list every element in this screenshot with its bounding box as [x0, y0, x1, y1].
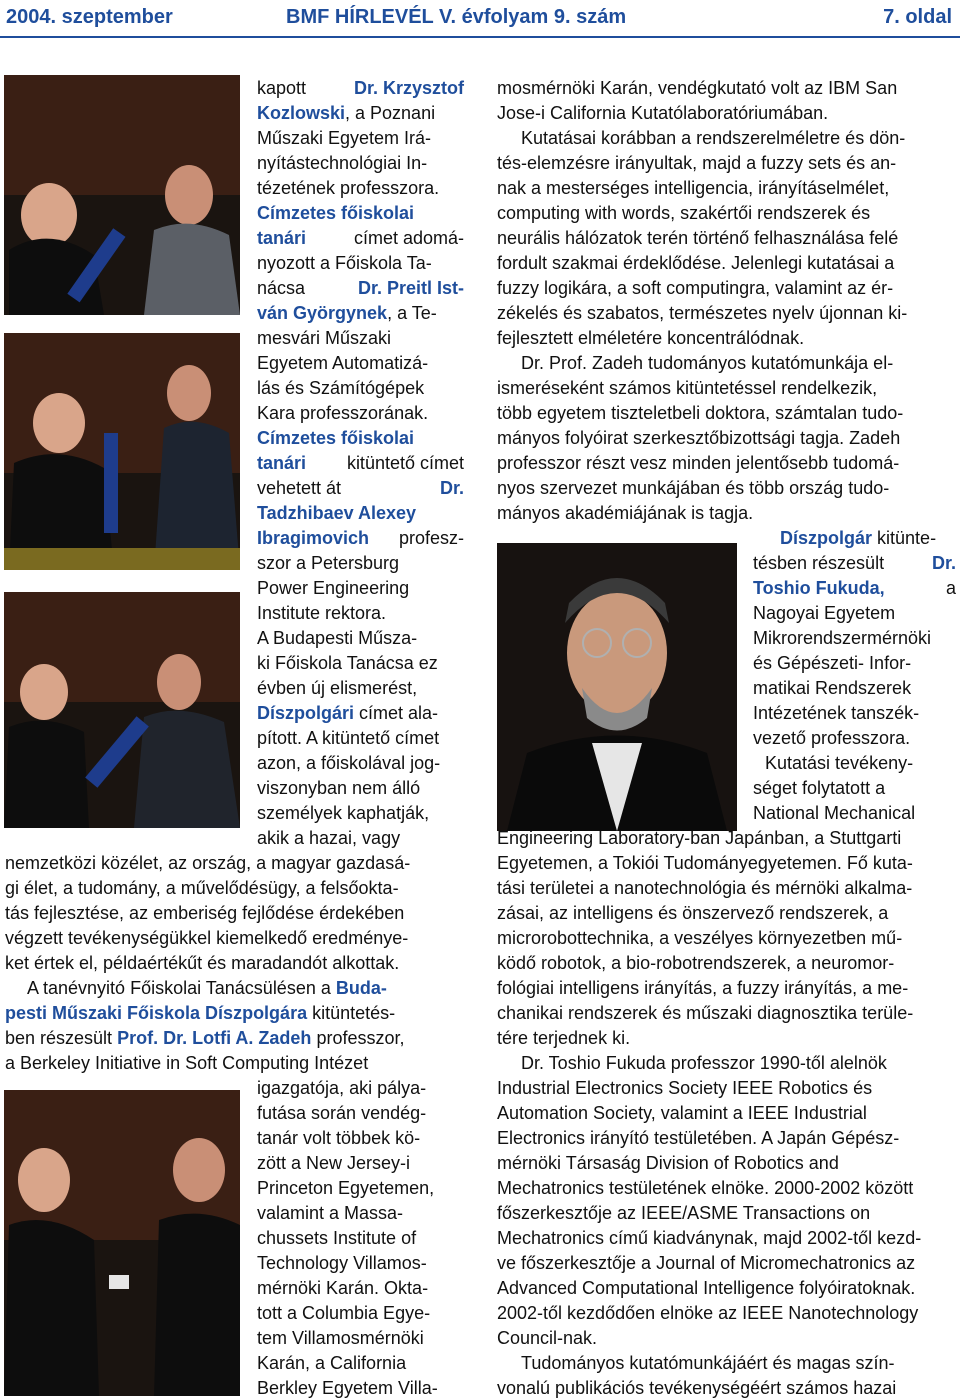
ceremony-photo-icon — [4, 592, 240, 828]
text-line: szor a Petersburg — [257, 553, 400, 573]
ceremony-photo-4 — [4, 1090, 240, 1396]
text-line: Címzetes főiskolai — [257, 203, 415, 223]
header-title: BMF HÍRLEVÉL V. évfolyam 9. szám — [286, 6, 627, 28]
text-line: azon, a főiskolával jog- — [257, 753, 441, 773]
text-line: 2002-től kezdődően elnöke az IEEE Nanotechnology — [497, 1303, 919, 1323]
text-line: mányos akadémiájának is tagja. — [497, 503, 754, 523]
ceremony-photo-3 — [4, 592, 240, 828]
text-line: tanári címet adomá- — [257, 228, 464, 248]
text-line: fejlesztett elméletére koncentrálódnak. — [497, 328, 805, 348]
text-line: több egyetem tiszteletbeli doktora, számtalan tudo- — [497, 403, 904, 423]
text-line: igazgatója, aki pálya- — [257, 1078, 427, 1098]
text-line: Toshio Fukuda, a — [753, 578, 956, 598]
text-line: ket értek el, példaértékűt és maradandót alkottak. — [5, 953, 400, 973]
text-line: Intézetének tanszék- — [753, 703, 920, 723]
text-line: ki Főiskola Tanácsa ez — [257, 653, 438, 673]
text-line: Kara professzorának. — [257, 403, 429, 423]
text-line: ködő robotok, a bio-robotrendszerek, a neuromor- — [497, 953, 895, 973]
text-line: személyek kaphatják, — [257, 803, 430, 823]
text-line: Díszpolgár kitünte- — [780, 528, 937, 548]
text-line: fuzzy logikára, a soft computingra, valamint az ér- — [497, 278, 894, 298]
text-line: Jose-i California Kutatólaboratóriumában. — [497, 103, 829, 123]
text-line: tem Villamosmérnöki — [257, 1328, 424, 1348]
text-line: chanikai rendszerek és műszaki diagnosztika terüle- — [497, 1003, 914, 1023]
text-line: mesvári Műszaki — [257, 328, 392, 348]
text-line: Berkley Egyetem Villa- — [257, 1378, 438, 1398]
text-line: tézetének professzora. — [257, 178, 440, 198]
text-line: Tadzhibaev Alexey — [257, 503, 417, 523]
text-line: mosmérnöki Karán, vendégkutató volt az IBM San — [497, 78, 898, 98]
text-line: fológiai intelligens irányítás, a fuzzy irányítás, a me- — [497, 978, 909, 998]
text-line: computing with words, szakértői rendszerek és — [497, 203, 871, 223]
text-line: nácsa Dr. Preitl Ist- — [257, 278, 464, 298]
text-line: Engineering Laboratory-ban Japánban, a Stuttgarti — [497, 828, 902, 848]
text-line: mérnöki Társaság Division of Robotics and — [497, 1153, 839, 1173]
text-line: Power Engineering — [257, 578, 410, 598]
text-line: Kutatási tevékeny- — [765, 753, 914, 773]
text-line: Mechatronics című kiadványnak, majd 2002-től kezd- — [497, 1228, 922, 1248]
ceremony-photo-1 — [4, 75, 240, 315]
text-line: Technology Villamos- — [257, 1253, 427, 1273]
text-line: Mechatronics testületének elnöke. 2000-2002 között — [497, 1178, 914, 1198]
text-line: Karán, a California — [257, 1353, 407, 1373]
text-line: chussets Institute of — [257, 1228, 417, 1248]
text-line: Díszpolgári címet ala- — [257, 703, 439, 723]
text-line: Ibragimovich profesz- — [257, 528, 464, 548]
text-line: pesti Műszaki Főiskola Díszpolgára kitüntetés- — [5, 1003, 396, 1023]
text-line: matikai Rendszerek — [753, 678, 912, 698]
text-line: Dr. Prof. Zadeh tudományos kutatómunkája el- — [521, 353, 894, 373]
text-line: Nagoyai Egyetem — [753, 603, 896, 623]
text-line: ván Györgynek, a Te- — [257, 303, 437, 323]
text-line: tésben részesült Dr. — [753, 553, 956, 573]
text-line: pított. A kitüntető címet — [257, 728, 440, 748]
text-line: nyozott a Főiskola Ta- — [257, 253, 432, 273]
text-line: nyos szervezet munkájában és több ország tudo- — [497, 478, 890, 498]
text-line: tére terjednek ki. — [497, 1028, 631, 1048]
header-date: 2004. szeptember — [6, 6, 173, 28]
text-line: főszerkesztője az IEEE/ASME Transactions on — [497, 1203, 871, 1223]
portrait-photo-icon — [497, 543, 737, 831]
ceremony-photo-icon — [4, 333, 240, 570]
text-line: neurális hálózatok terén történő felhasználása felé — [497, 228, 899, 248]
text-line: nyítástechnológiai In- — [257, 153, 428, 173]
text-line: tés-elemzésre irányultak, majd a fuzzy sets és an- — [497, 153, 897, 173]
text-line: tott a Columbia Egye- — [257, 1303, 431, 1323]
text-line: és Gépészeti- Infor- — [753, 653, 912, 673]
text-line: Electronics irányító testületében. A Japán Gépész- — [497, 1128, 900, 1148]
text-line: valamint a Massa- — [257, 1203, 404, 1223]
ceremony-photo-icon — [4, 75, 240, 315]
text-line: tanár volt többek kö- — [257, 1128, 421, 1148]
text-line: Kutatásai korábban a rendszerelméletre és dön- — [521, 128, 906, 148]
text-line: mányos folyóirat szerkesztőbizottsági tagja. Zadeh — [497, 428, 901, 448]
text-line: microrobottechnika, a veszélyes környezetben mű- — [497, 928, 903, 948]
text-line: viszonyban nem álló — [257, 778, 421, 798]
text-line: végzett tevékenységükkel kiemelkedő eredménye- — [5, 928, 409, 948]
text-line: ve főszerkesztője a Journal of Micromechatronics az — [497, 1253, 916, 1273]
text-line: futása során vendég- — [257, 1103, 427, 1123]
text-line: Műszaki Egyetem Irá- — [257, 128, 432, 148]
text-line: a Berkeley Initiative in Soft Computing Intézet — [5, 1053, 369, 1073]
text-line: mérnöki Karán. Okta- — [257, 1278, 429, 1298]
header-page-number: 7. oldal — [883, 6, 952, 28]
text-line: ismeréseként számos kitüntetéssel rendelkezik, — [497, 378, 878, 398]
text-line: vehetett át Dr. — [257, 478, 464, 498]
text-line: zásai, az intelligens és önszervező rendszerek, a — [497, 903, 889, 923]
text-line: Kozlowski, a Poznani — [257, 103, 436, 123]
text-line: A Budapesti Műsza- — [257, 628, 418, 648]
text-line: Institute rektora. — [257, 603, 387, 623]
text-line: Mikrorendszermérnöki — [753, 628, 932, 648]
text-line: vonalú publikációs tevékenységéért számos hazai — [497, 1378, 897, 1398]
page-header — [0, 0, 960, 38]
portrait-photo — [497, 543, 737, 831]
text-line: Címzetes főiskolai — [257, 428, 415, 448]
text-line: tanári kitüntető címet — [257, 453, 464, 473]
text-line: Advanced Computational Intelligence folyóiratoknak. — [497, 1278, 916, 1298]
text-line: professzor részt vesz minden jelentősebb tudomá- — [497, 453, 900, 473]
text-line: fordult szakmai érdeklődése. Jelenlegi kutatásai a — [497, 253, 895, 273]
text-line: vezető professzora. — [753, 728, 911, 748]
text-line: Egyetem Automatizá- — [257, 353, 429, 373]
text-line: séget folytatott a — [753, 778, 886, 798]
text-line: zékelés és szabatos, természetes nyelv újonnan ki- — [497, 303, 908, 323]
text-line: Industrial Electronics Society IEEE Robotics és — [497, 1078, 873, 1098]
text-line: Automation Society, valamint a IEEE Industrial — [497, 1103, 867, 1123]
text-line: Council-nak. — [497, 1328, 598, 1348]
ceremony-photo-icon — [4, 1090, 240, 1396]
text-line: gi élet, a tudomány, a művelődésügy, a felsőokta- — [5, 878, 399, 898]
text-line: Egyetemen, a Tokiói Tudományegyetemen. Fő kuta- — [497, 853, 913, 873]
text-line: nemzetközi közélet, az ország, a magyar gazdasá- — [5, 853, 411, 873]
text-line: zött a New Jersey-i — [257, 1153, 411, 1173]
text-line: nak a mesterséges intelligencia, irányításelmélet, — [497, 178, 890, 198]
text-line: évben új elismerést, — [257, 678, 418, 698]
text-line: tási területei a nanotechnológia és mérnöki alkalma- — [497, 878, 913, 898]
text-line: Dr. Toshio Fukuda professzor 1990-től alelnök — [521, 1053, 887, 1073]
text-line: lás és Számítógépek — [257, 378, 425, 398]
text-line: Princeton Egyetemen, — [257, 1178, 435, 1198]
text-line: kapott Dr. Krzysztof — [257, 78, 464, 98]
text-line: tás fejlesztése, az emberiség fejlődése érdekében — [5, 903, 405, 923]
text-line: akik a hazai, vagy — [257, 828, 401, 848]
text-line: Tudományos kutatómunkájáért és magas szín- — [521, 1353, 895, 1373]
ceremony-photo-2 — [4, 333, 240, 570]
text-line: ben részesült Prof. Dr. Lotfi A. Zadeh professzor, — [5, 1028, 405, 1048]
text-line: A tanévnyitó Főiskolai Tanácsülésen a Buda- — [27, 978, 387, 998]
text-line: National Mechanical — [753, 803, 916, 823]
